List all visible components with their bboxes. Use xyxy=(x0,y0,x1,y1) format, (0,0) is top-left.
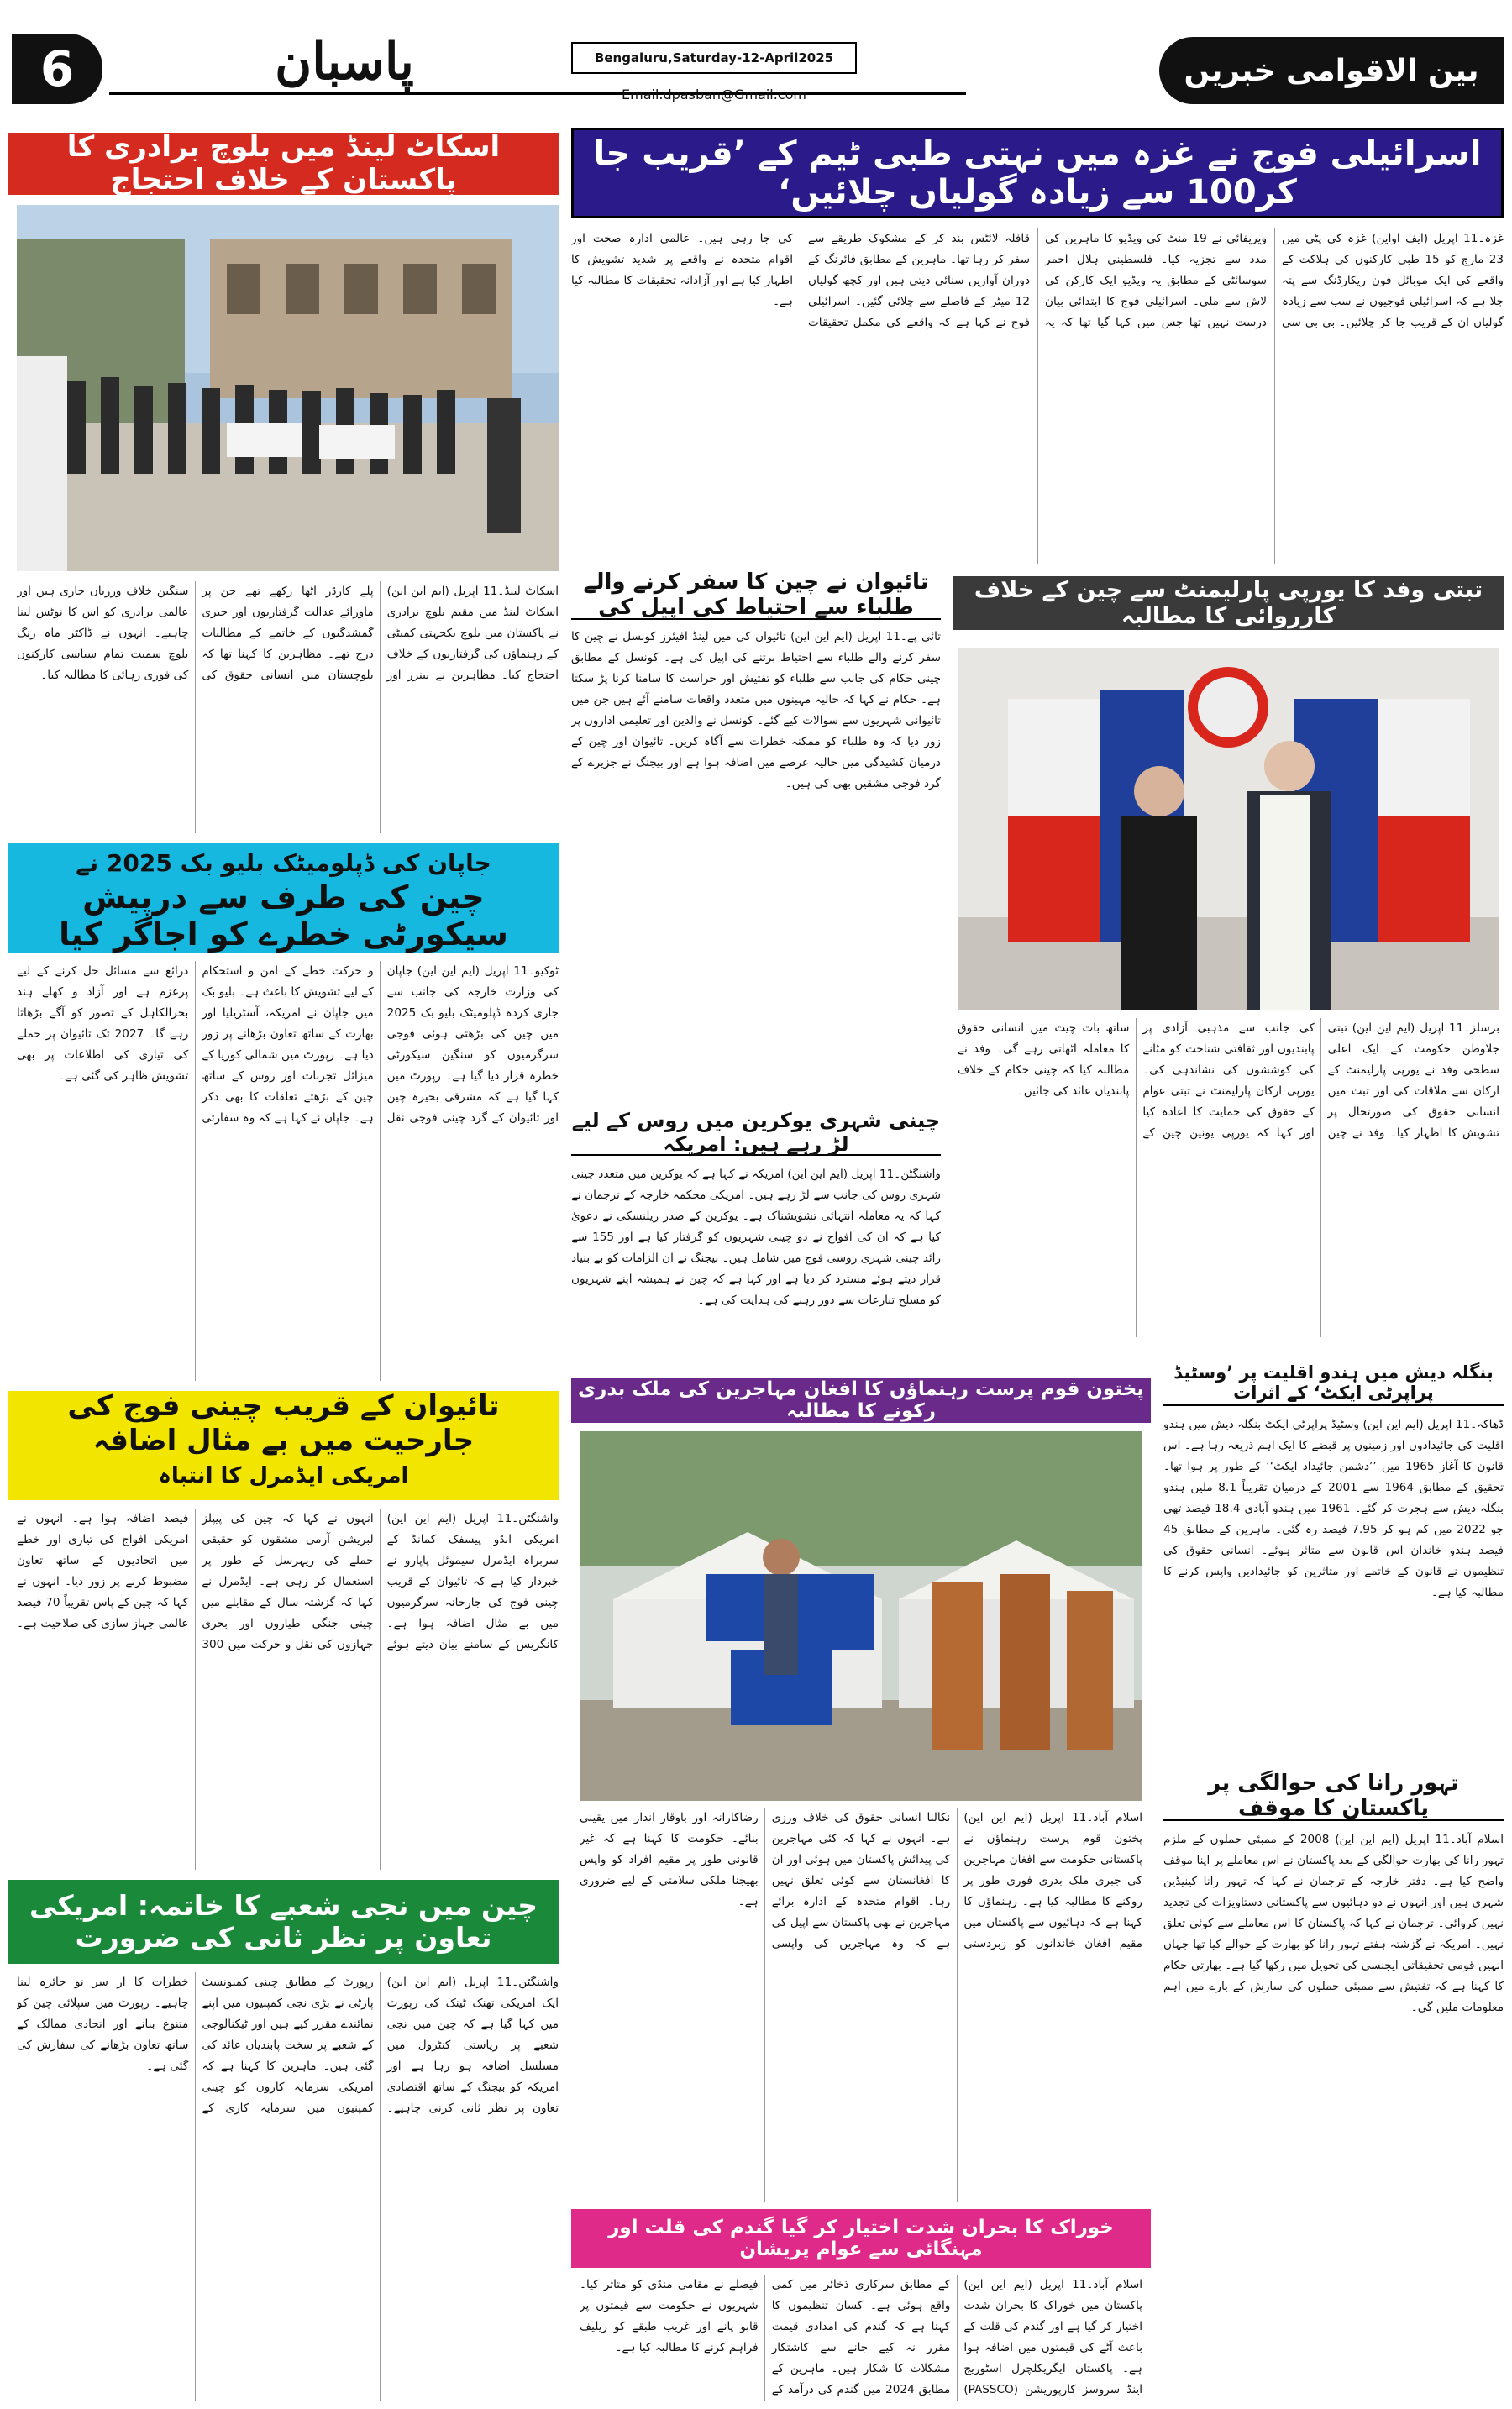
refugees-photo-illustration xyxy=(580,1431,1142,1801)
bangladesh-headline: بنگلہ دیش میں ہندو اقلیت پر ’وسٹیڈ پراپرٹی ایکٹ‘ کے اثرات xyxy=(1173,1362,1494,1403)
gaza-headline-band xyxy=(571,128,1504,218)
food-headline-band xyxy=(571,2209,1151,2268)
tibet-delegation-photo xyxy=(958,648,1499,1010)
gaza-headline: اسرائیلی فوج نے غزہ میں نہتی طبی ٹیم کے ’قریب جا کر100 سے زیادہ گولیاں چلائیں‘ xyxy=(593,134,1482,212)
japan-body: ٹوکیو۔11 اپریل (ایم این این) جاپان کی وزارت خارجہ کی جانب سے جاری کردہ ڈپلومیٹک بلیو بک 2025 میں چین کی بڑھتی ہوئی فوجی سرگرمیوں کو سنگین سیکورٹی خطرہ قرار دیا گیا ہے۔ رپورٹ میں کہا گیا ہے کہ مشرقی بحیرہ چین اور تائیوان کے گرد چینی فوجی نقل و حرکت خطے کے امن و استحکام کے لیے تشویش کا باعث ہے۔ بلیو بک میں جاپان نے امریکہ، آسٹریلیا اور بھارت کے ساتھ تعاون بڑھانے پر زور دیا ہے۔ رپورٹ میں شمالی کوریا کے میزائل تجربات اور روس کے ساتھ چین کے بڑھتے تعلقات کا بھی ذکر ہے۔ جاپان نے کہا ہے کہ وہ سفارتی ذرائع سے مسائل حل کرنے کے لیے پرعزم ہے اور آزاد و کھلے ہند بحرالکاہل کے تصور کو آگے بڑھاتا رہے گا۔ 2027 تک تائیوان پر حملے کی تیاری کی اطلاعات پر بھی تشویش ظاہر کی گئی ہے۔ xyxy=(17,964,559,1125)
japan-headline-line2: چین کی طرف سے درپیش سیکورٹی خطرے کو اجاگر کیا xyxy=(59,879,508,953)
ukraine-body: واشنگٹن۔11 اپریل (ایم این این) امریکہ نے کہا ہے کہ یوکرین میں متعدد چینی شہری روس کی جانب سے لڑ رہے ہیں۔ امریکی محکمہ خارجہ کے ترجمان نے کہا کہ یہ معاملہ انتہائی تشویشناک ہے۔ یوکرین کے صدر زیلنسکی نے دعویٰ کیا ہے کہ ان کی افواج نے دو چینی شہریوں کو گرفتار کیا ہے اور 155 سے زائد چینی شہری روسی فوج میں شامل ہیں۔ بیجنگ نے ان الزامات کو بے بنیاد قرار دیتے ہوئے مسترد کر دیا ہے اور کہا ہے کہ چین نے ہمیشہ اپنے شہریوں کو مسلح تنازعات سے دور رہنے کی ہدایت کی ہے۔ xyxy=(571,1168,941,1307)
scotland-headline-band xyxy=(8,129,559,197)
taiwan-pla-headline-band xyxy=(8,1391,559,1500)
delegation-photo-illustration xyxy=(958,648,1499,1010)
ukraine-headline-band xyxy=(571,1109,941,1156)
tahawwur-headline-band xyxy=(1163,1771,1504,1821)
dateline: Bengaluru,Saturday-12-April2025 xyxy=(594,50,834,66)
tibet-headline: تبتی وفد کا یورپی پارلیمنٹ سے چین کے خلاف کارروائی کا مطالبہ xyxy=(974,576,1483,629)
japan-headline-line1: جاپان کی ڈپلومیٹک بلیو بک 2025 نے xyxy=(76,848,491,877)
afghan-headline-band xyxy=(571,1378,1151,1423)
scotland-headline: اسکاٹ لینڈ میں بلوچ برادری کا پاکستان کے خلاف احتجاج xyxy=(66,129,501,197)
tibet-body: برسلز۔11 اپریل (ایم این این) تبتی جلاوطن حکومت کے ایک اعلیٰ سطحی وفد نے یورپی پارلیمنٹ کے ارکان سے ملاقات کی اور تبت میں انسانی حقوق کی صورتحال پر تشویش کا اظہار کیا۔ وفد نے چین کی جانب سے مذہبی آزادی پر پابندیوں اور ثقافتی شناخت کو مٹانے کی کوششوں کی نشاندہی کی۔ یورپی ارکان پارلیمنٹ نے تبتی عوام کے حقوق کی حمایت کا اعادہ کیا اور کہا کہ یورپی یونین چین کے ساتھ بات چیت میں انسانی حقوق کا معاملہ اٹھاتی رہے گی۔ وفد نے مطالبہ کیا کہ چینی حکام کے خلاف پابندیاں عائد کی جائیں۔ xyxy=(958,1021,1499,1140)
newspaper-logo xyxy=(143,20,546,104)
scotland-protest-photo xyxy=(17,205,559,571)
afghan-refugees-photo xyxy=(580,1431,1142,1801)
tahawwur-body: اسلام آباد۔11 اپریل (ایم این این) 2008 کے ممبئی حملوں کے ملزم تہور رانا کی بھارت حوالگی کے بعد پاکستان نے اس معاملے پر اپنا موقف واضح کیا ہے۔ دفتر خارجہ کے ترجمان نے کہا کہ تہور رانا کینیڈین شہری ہیں اور انہوں نے دو دہائیوں سے پاکستانی دستاویزات کی تجدید نہیں کروائی۔ ترجمان نے کہا کہ پاکستان کا اس معاملے سے کوئی تعلق نہیں۔ امریکہ نے گزشتہ ہفتے تہور رانا کو بھارت کے حوالے کیا تھا جہاں انہیں قومی تحقیقاتی ایجنسی کی تحویل میں رکھا گیا ہے۔ بھارتی حکام کا کہنا ہے کہ تفتیش سے ممبئی حملوں کی سازش کے بارے میں اہم معلومات ملیں گی۔ xyxy=(1163,1833,1504,2014)
afghan-headline: پختون قوم پرست رہنماؤں کا افغان مہاجرین کی ملک بدری رکونے کا مطالبہ xyxy=(578,1378,1144,1422)
food-headline: خوراک کا بحران شدت اختیار کر گیا گندم کی قلت اور مہنگائی سے عوام پریشان xyxy=(608,2216,1114,2260)
scotland-body: اسکاٹ لینڈ۔11 اپریل (ایم این این) اسکاٹ لینڈ میں مقیم بلوچ برادری نے پاکستان میں بلوچ یکجہتی کمیٹی کے رہنماؤں کی گرفتاریوں کے خلاف احتجاج کیا۔ مظاہرین نے بینرز اور پلے کارڈز اٹھا رکھے تھے جن پر ماورائے عدالت گرفتاریوں اور جبری گمشدگیوں کے خاتمے کے مطالبات درج تھے۔ مظاہرین کا کہنا تھا کہ بلوچستان میں انسانی حقوق کی سنگین خلاف ورزیاں جاری ہیں اور عالمی برادری کو اس کا نوٹس لینا چاہیے۔ انہوں نے ڈاکٹر ماہ رنگ بلوچ سمیت تمام سیاسی کارکنوں کی فوری رہائی کا مطالبہ کیا۔ xyxy=(17,585,559,682)
section-title: بین الاقوامی خبریں xyxy=(1184,53,1479,88)
email: Email.dpasban@Gmail.com xyxy=(622,86,806,102)
masthead xyxy=(0,0,1512,108)
taiwan-pla-subheadline: امریکی ایڈمرل کا انتباہ xyxy=(158,1463,409,1488)
protest-photo-illustration xyxy=(17,205,559,571)
tahawwur-headline: تہور رانا کی حوالگی پر پاکستان کا موقف xyxy=(1208,1771,1459,1821)
us-china-body: واشنگٹن۔11 اپریل (ایم این این) ایک امریکی تھنک ٹینک کی رپورٹ میں کہا گیا ہے کہ چین میں نجی شعبے پر ریاستی کنٹرول میں مسلسل اضافہ ہو رہا ہے اور امریکہ کو بیجنگ کے ساتھ اقتصادی تعاون پر نظر ثانی کرنی چاہیے۔ رپورٹ کے مطابق چینی کمیونسٹ پارٹی نے بڑی نجی کمپنیوں میں اپنے نمائندے مقرر کیے ہیں اور ٹیکنالوجی کے شعبے پر سخت پابندیاں عائد کی گئی ہیں۔ ماہرین کا کہنا ہے کہ امریکی سرمایہ کاروں کو چینی کمپنیوں میں سرمایہ کاری کے خطرات کا از سر نو جائزہ لینا چاہیے۔ رپورٹ میں سپلائی چین کو متنوع بنانے اور اتحادی ممالک کے ساتھ تعاون بڑھانے کی سفارش کی گئی ہے۔ xyxy=(17,1976,559,2115)
page-number: 6 xyxy=(39,40,75,97)
tibet-headline-band xyxy=(953,576,1504,630)
us-china-headline-band xyxy=(8,1880,559,1964)
taiwan-students-body: تائی پے۔11 اپریل (ایم این این) تائیوان کی مین لینڈ افیئرز کونسل نے چین کا سفر کرنے والے طلباء سے احتیاط برتنے کی اپیل کی ہے۔ کونسل کے مطابق چینی حکام کی جانب سے طلباء کو تفتیش اور حراست کا سامنا کرنا پڑ سکتا ہے۔ حکام نے کہا کہ حالیہ مہینوں میں متعدد واقعات سامنے آئے ہیں جن میں تائیوانی شہریوں سے سوالات کیے گئے۔ کونسل نے والدین اور تعلیمی اداروں پر زور دیا کہ وہ طلباء کو ممکنہ خطرات سے آگاہ کریں۔ تائیوان اور چین کے درمیان کشیدگی میں حالیہ عرصے میں اضافہ ہوا ہے اور بیجنگ نے جزیرے کے گرد فوجی مشقیں بھی کی ہیں۔ xyxy=(571,630,941,790)
taiwan-pla-body: واشنگٹن۔11 اپریل (ایم این این) امریکی انڈو پیسفک کمانڈ کے سربراہ ایڈمرل سیموئل پاپارو نے خبردار کیا ہے کہ تائیوان کے قریب چینی فوج کی جارحانہ سرگرمیوں میں بے مثال اضافہ ہوا ہے۔ کانگریس کے سامنے بیان دیتے ہوئے انہوں نے کہا کہ چین کی پیپلز لبریشن آرمی مشقوں کو حقیقی حملے کی ریہرسل کے طور پر استعمال کر رہی ہے۔ ایڈمرل نے کہا کہ گزشتہ سال کے مقابلے میں چینی جنگی طیاروں اور بحری جہازوں کی نقل و حرکت میں 300 فیصد اضافہ ہوا ہے۔ انہوں نے امریکی افواج کی تیاری اور خطے میں اتحادیوں کے ساتھ تعاون مضبوط کرنے پر زور دیا۔ انہوں نے کہا کہ چین کے پاس تقریباً 70 فیصد عالمی جہاز سازی کی صلاحیت ہے۔ xyxy=(17,1512,559,1651)
paper-name: پاسبان xyxy=(275,33,414,92)
gaza-body: غزہ۔11 اپریل (ایف اواین) غزہ کی پٹی میں 23 مارچ کو 15 طبی کارکنوں کی ہلاکت کے واقعے کی ایک موبائل فون ریکارڈنگ سے پتہ چلا ہے کہ اسرائیلی فوجیوں نے سب سے زیادہ گولیاں ان کے قریب جا کر چلائیں۔ بی بی سی ویریفائی نے 19 منٹ کی ویڈیو کا ماہرین کی مدد سے تجزیہ کیا۔ فلسطینی ہلال احمر سوسائٹی کے مطابق یہ ویڈیو ایک کارکن کی لاش سے ملی۔ اسرائیلی فوج کا ابتدائی بیان درست نہیں تھا جس میں کہا گیا تھا کہ یہ قافلہ لائٹس بند کر کے مشکوک طریقے سے سفر کر رہا تھا۔ ماہرین کے مطابق فائرنگ کے دوران آوازیں سنائی دیتی ہیں اور کچھ گولیاں 12 میٹر کے فاصلے سے چلائی گئیں۔ اسرائیلی فوج نے کہا ہے کہ واقعے کی مکمل تحقیقات کی جا رہی ہیں۔ عالمی ادارہ صحت اور اقوام متحدہ نے واقعے پر شدید تشویش کا اظہار کیا ہے اور آزادانہ تحقیقات کا مطالبہ کیا ہے۔ xyxy=(571,232,1504,329)
section-title-box xyxy=(1159,37,1504,104)
page-number-box xyxy=(12,34,102,104)
afghan-body: اسلام آباد۔11 اپریل (ایم این این) پختون قوم پرست رہنماؤں نے پاکستانی حکومت سے افغان مہاجرین کی جبری ملک بدری فوری طور پر روکنے کا مطالبہ کیا ہے۔ رہنماؤں کا کہنا ہے کہ دہائیوں سے پاکستان میں مقیم افغان خاندانوں کو زبردستی نکالنا انسانی حقوق کی خلاف ورزی ہے۔ انہوں نے کہا کہ کئی مہاجرین کی پیدائش پاکستان میں ہوئی اور ان کا افغانستان سے کوئی تعلق نہیں رہا۔ اقوام متحدہ کے ادارہ برائے مہاجرین نے بھی پاکستان سے اپیل کی ہے کہ وہ مہاجرین کی واپسی رضاکارانہ اور باوقار انداز میں یقینی بنائے۔ حکومت کا کہنا ہے کہ غیر قانونی طور پر مقیم افراد کو واپس بھیجنا ملکی سلامتی کے لیے ضروری ہے۔ xyxy=(580,1811,1142,1950)
dateline-box xyxy=(571,42,857,74)
us-china-headline: چین میں نجی شعبے کا خاتمہ: امریکی تعاون پر نظر ثانی کی ضرورت xyxy=(29,1889,538,1954)
food-body: اسلام آباد۔11 اپریل (ایم این این) پاکستان میں خوراک کا بحران شدت اختیار کر گیا ہے اور گندم کی قلت کے باعث آٹے کی قیمتوں میں اضافہ ہوا ہے۔ پاکستان ایگریکلچرل اسٹوریج اینڈ سروسز کارپوریشن (PASSCO) کے مطابق سرکاری ذخائر میں کمی واقع ہوئی ہے۔ کسان تنظیموں کا کہنا ہے کہ گندم کی امدادی قیمت مقرر نہ کیے جانے سے کاشتکار مشکلات کا شکار ہیں۔ ماہرین کے مطابق 2024 میں گندم کی درآمد کے فیصلے نے مقامی منڈی کو متاثر کیا۔ شہریوں نے حکومت سے قیمتوں پر قابو پانے اور غریب طبقے کو ریلیف فراہم کرنے کا مطالبہ کیا ہے۔ xyxy=(580,2278,1142,2396)
taiwan-students-headline-band xyxy=(571,569,941,620)
bangladesh-body: ڈھاکہ۔11 اپریل (ایم این این) وسٹیڈ پراپرٹی ایکٹ بنگلہ دیش میں ہندو اقلیت کی جائیدادوں اور زمینوں پر قبضے کا ایک اہم ذریعہ رہا ہے۔ اس قانون کا آغاز 1965 میں ’’دشمن جائیداد ایکٹ‘‘ کے طور پر ہوا تھا۔ تحقیق کے مطابق 1964 سے 2001 کے درمیان تقریباً 8.1 ملین ہندو بنگلہ دیش سے ہجرت کر گئے۔ 1961 میں ہندو آبادی 18.4 فیصد تھی جو 2022 میں کم ہو کر 7.95 فیصد رہ گئی۔ ماہرین کے مطابق 45 فیصد ہندو خاندان اس قانون سے متاثر ہوئے۔ انسانی حقوق کی تنظیموں نے قانون کے خاتمے اور متاثرین کو جائیدادیں واپس کرنے کا مطالبہ کیا ہے۔ xyxy=(1163,1418,1504,1599)
taiwan-students-headline: تائیوان نے چین کا سفر کرنے والے طلباء سے احتیاط کی اپیل کی xyxy=(583,569,929,620)
ukraine-headline: چینی شہری یوکرین میں روس کے لیے لڑ رہے ہیں: امریکہ xyxy=(571,1109,941,1156)
bangladesh-headline-band xyxy=(1163,1361,1504,1406)
japan-headline-band xyxy=(8,843,559,953)
taiwan-pla-headline: تائیوان کے قریب چینی فوج کی جارحیت میں بے مثال اضافہ xyxy=(67,1389,500,1457)
email-line xyxy=(571,84,857,104)
